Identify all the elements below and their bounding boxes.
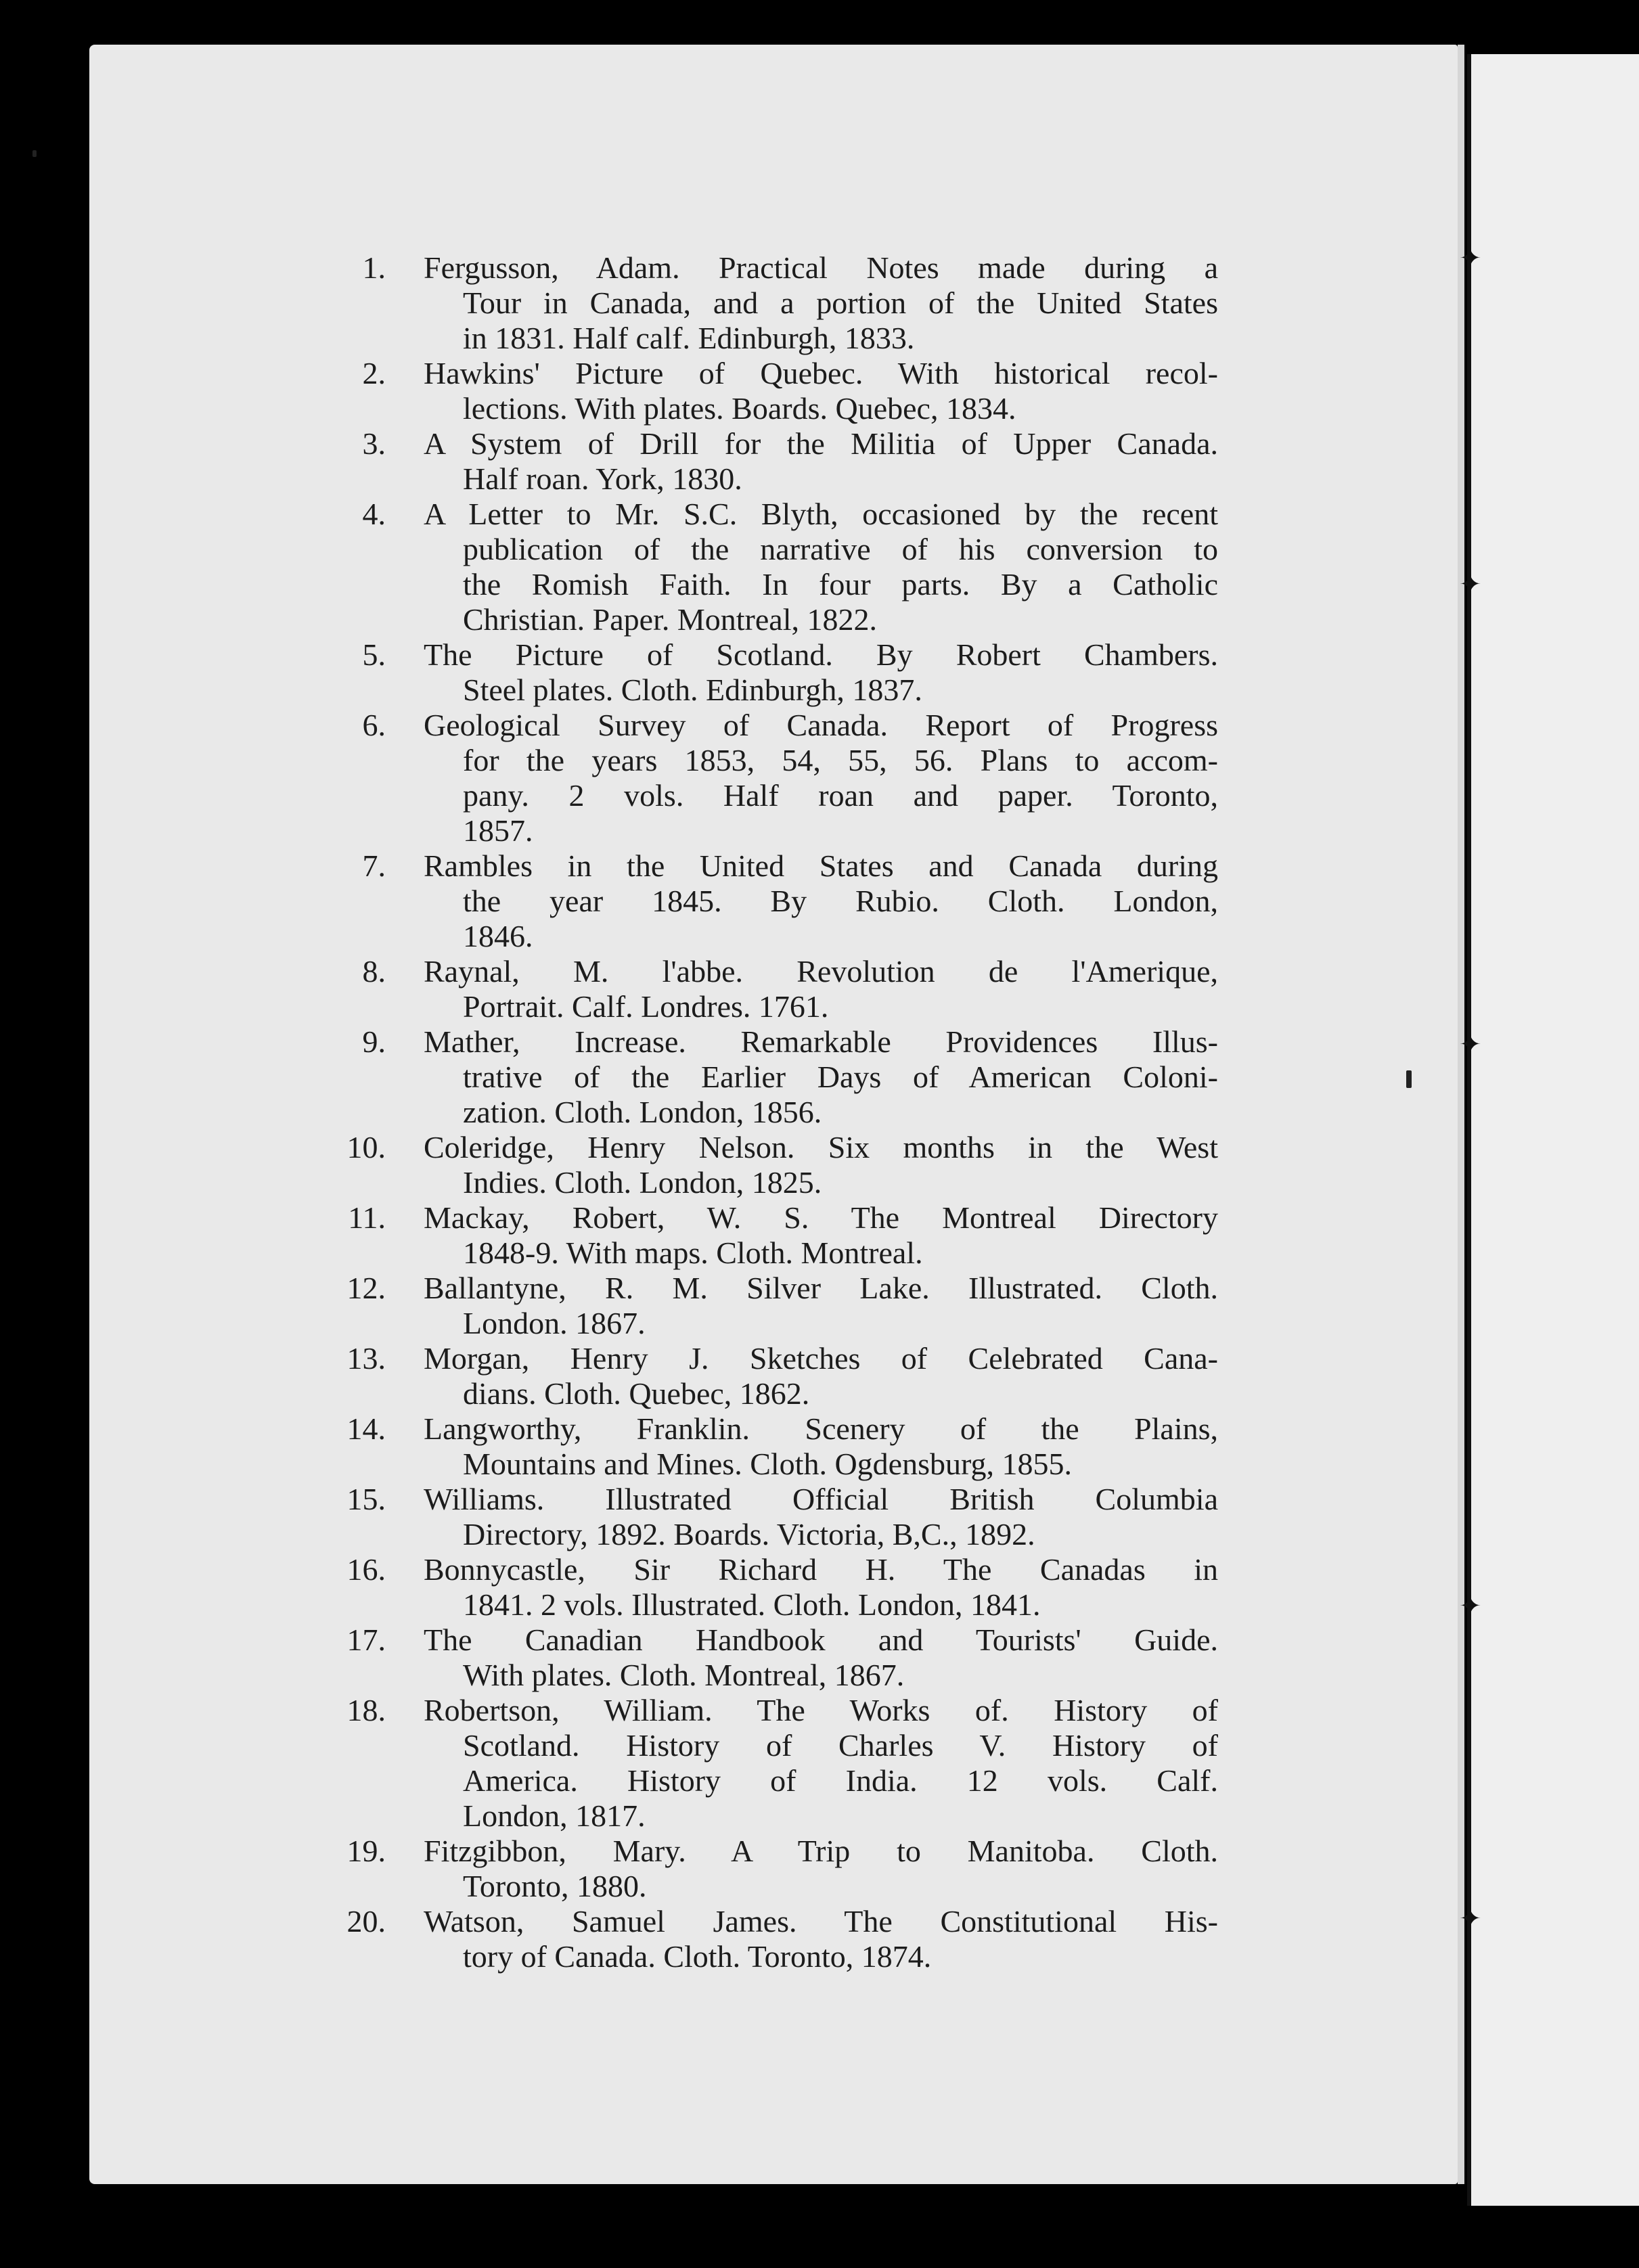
entry-text-line: Mountains and Mines. Cloth. Ogdensburg, 1855. <box>463 1447 1072 1481</box>
entry-text-line: publication of the narrative of his conversion to <box>463 532 1218 566</box>
book-entry <box>318 954 1218 1024</box>
entry-number: 10. <box>346 1130 386 1164</box>
entry-text-line: for the years 1853, 54, 55, 56. Plans to accom- <box>463 743 1218 777</box>
page-edge <box>1458 45 1464 2184</box>
entry-text-line: Bonnycastle, Sir Richard H. The Canadas in <box>424 1552 1218 1587</box>
entry-text-line: Toronto, 1880. <box>463 1869 647 1903</box>
entry-number: 14. <box>346 1411 386 1446</box>
entry-text-line: A Letter to Mr. S.C. Blyth, occasioned by the recent <box>424 497 1218 531</box>
entry-text-line: the Romish Faith. In four parts. By a Catholic <box>463 567 1218 602</box>
adjacent-page-strip <box>1467 54 1639 2206</box>
entry-number: 2. <box>362 356 386 390</box>
entry-text-line: Mather, Increase. Remarkable Providences Illus- <box>424 1024 1218 1059</box>
entry-number: 11. <box>348 1200 386 1235</box>
entry-text-line: pany. 2 vols. Half roan and paper. Toronto, <box>463 778 1218 813</box>
book-entry <box>318 250 1218 356</box>
binding-stitch-icon: ✦ <box>1459 1903 1482 1934</box>
book-entry <box>318 1130 1218 1200</box>
book-entry <box>318 1834 1218 1904</box>
entry-text-line: Watson, Samuel James. The Constitutional His- <box>424 1904 1218 1938</box>
entry-text-line: Langworthy, Franklin. Scenery of the Plains, <box>424 1411 1218 1446</box>
entry-number: 5. <box>362 637 386 672</box>
entry-text-line: 1841. 2 vols. Illustrated. Cloth. London, 1841. <box>463 1587 1041 1622</box>
entry-text-line: Scotland. History of Charles V. History of <box>463 1728 1218 1763</box>
entry-text-line: tory of Canada. Cloth. Toronto, 1874. <box>463 1939 932 1974</box>
entry-text-line: Portrait. Calf. Londres. 1761. <box>463 989 829 1024</box>
book-entry <box>318 356 1218 426</box>
entry-text-line: America. History of India. 12 vols. Calf. <box>463 1763 1218 1798</box>
scan-speck <box>32 150 37 157</box>
entry-text-line: Raynal, M. l'abbe. Revolution de l'Amerique, <box>424 954 1218 989</box>
entry-text-line: With plates. Cloth. Montreal, 1867. <box>463 1658 905 1692</box>
entry-number: 17. <box>346 1623 386 1657</box>
entry-number: 4. <box>362 497 386 531</box>
entry-text-line: The Canadian Handbook and Tourists' Guide. <box>424 1623 1218 1657</box>
entry-text-line: Christian. Paper. Montreal, 1822. <box>463 602 877 637</box>
scan-speck <box>1406 1070 1412 1088</box>
entry-text-line: Morgan, Henry J. Sketches of Celebrated Cana- <box>424 1341 1218 1376</box>
entry-text-line: 1846. <box>463 919 533 953</box>
book-entry <box>318 1482 1218 1552</box>
entry-number: 6. <box>362 708 386 742</box>
entry-text-line: Geological Survey of Canada. Report of Progress <box>424 708 1218 742</box>
book-entry <box>318 637 1218 708</box>
binding-stitch-icon: ✦ <box>1459 1591 1482 1622</box>
entry-number: 8. <box>362 954 386 989</box>
entry-text-line: dians. Cloth. Quebec, 1862. <box>463 1376 810 1411</box>
entry-text-line: zation. Cloth. London, 1856. <box>463 1095 822 1129</box>
book-entry <box>318 1623 1218 1693</box>
entry-text-line: Mackay, Robert, W. S. The Montreal Directory <box>424 1200 1218 1235</box>
book-entry <box>318 1200 1218 1271</box>
book-entry <box>318 426 1218 497</box>
entry-number: 13. <box>346 1341 386 1376</box>
entry-text-line: Robertson, William. The Works of. History of <box>424 1693 1218 1727</box>
entry-text-line: A System of Drill for the Militia of Upper Canada. <box>424 426 1218 461</box>
entry-text-line: Half roan. York, 1830. <box>463 461 742 496</box>
entry-text-line: Hawkins' Picture of Quebec. With historical recol- <box>424 356 1218 390</box>
entry-text-line: The Picture of Scotland. By Robert Chambers. <box>424 637 1218 672</box>
entry-text-line: the year 1845. By Rubio. Cloth. London, <box>463 884 1218 918</box>
binding-stitch-icon: ✦ <box>1459 243 1482 274</box>
book-entry <box>318 1693 1218 1834</box>
entry-number: 12. <box>346 1271 386 1305</box>
book-entry <box>318 1271 1218 1341</box>
entry-text-line: Tour in Canada, and a portion of the United States <box>463 286 1218 320</box>
entry-text-line: Rambles in the United States and Canada during <box>424 848 1218 883</box>
book-entry <box>318 1024 1218 1130</box>
binding-stitch-icon: ✦ <box>1459 569 1482 600</box>
book-entry <box>318 497 1218 637</box>
entry-number: 19. <box>346 1834 386 1868</box>
entry-text-line: Coleridge, Henry Nelson. Six months in the West <box>424 1130 1218 1164</box>
book-entry <box>318 848 1218 954</box>
entry-text-line: 1848-9. With maps. Cloth. Montreal. <box>463 1235 923 1270</box>
entry-text-line: Steel plates. Cloth. Edinburgh, 1837. <box>463 673 922 707</box>
entry-text-line: lections. With plates. Boards. Quebec, 1834. <box>463 391 1016 426</box>
entry-text-line: 1857. <box>463 813 533 848</box>
book-entry <box>318 1904 1218 1974</box>
entry-text-line: London, 1817. <box>463 1798 646 1833</box>
book-entry <box>318 1341 1218 1411</box>
entry-number: 20. <box>346 1904 386 1938</box>
entry-number: 18. <box>346 1693 386 1727</box>
entry-text-line: trative of the Earlier Days of American Coloni- <box>463 1060 1218 1094</box>
entry-number: 1. <box>362 250 386 285</box>
entry-text-line: Williams. Illustrated Official British Columbia <box>424 1482 1218 1516</box>
book-entry <box>318 708 1218 848</box>
binding-margin-line <box>1467 54 1471 2206</box>
entry-text-line: Ballantyne, R. M. Silver Lake. Illustrated. Cloth. <box>424 1271 1218 1305</box>
entry-number: 15. <box>346 1482 386 1516</box>
entry-text-line: Fitzgibbon, Mary. A Trip to Manitoba. Cloth. <box>424 1834 1218 1868</box>
entry-number: 7. <box>362 848 386 883</box>
entry-text-line: London. 1867. <box>463 1306 646 1340</box>
entry-number: 9. <box>362 1024 386 1059</box>
book-entry <box>318 1552 1218 1623</box>
binding-stitch-icon: ✦ <box>1459 1029 1482 1060</box>
book-list <box>318 250 1218 1974</box>
entry-text-line: in 1831. Half calf. Edinburgh, 1833. <box>463 321 915 355</box>
entry-text-line: Indies. Cloth. London, 1825. <box>463 1165 822 1200</box>
book-entry <box>318 1411 1218 1482</box>
entry-number: 16. <box>346 1552 386 1587</box>
entry-number: 3. <box>362 426 386 461</box>
entry-text-line: Directory, 1892. Boards. Victoria, B,C., 1892. <box>463 1517 1035 1551</box>
entry-text-line: Fergusson, Adam. Practical Notes made during a <box>424 250 1218 285</box>
